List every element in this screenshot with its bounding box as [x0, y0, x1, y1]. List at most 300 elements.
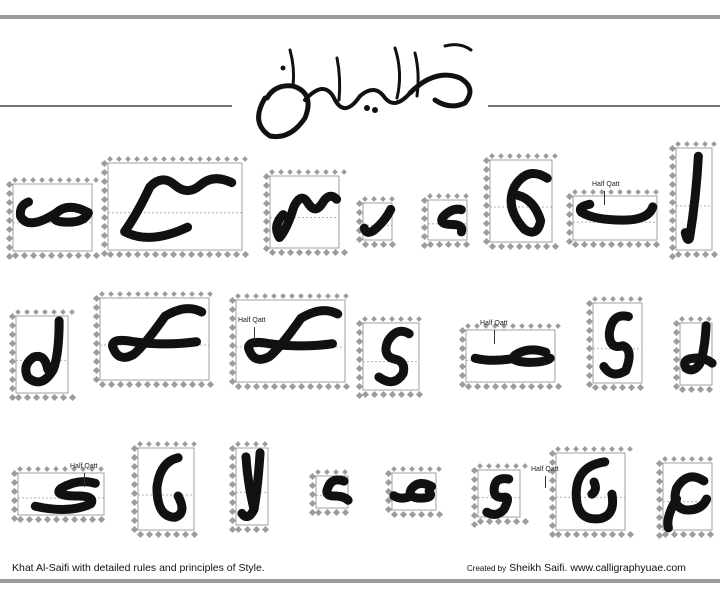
- grid-diamond: [101, 232, 108, 239]
- grid-diamond: [669, 244, 676, 251]
- grid-diamond: [98, 466, 104, 472]
- grid-diamond: [101, 196, 108, 203]
- grid-diamond: [669, 172, 676, 179]
- credit-url: www.calligraphyuae.com: [570, 562, 686, 574]
- half-qatt-label-4: Half Qatt: [70, 463, 98, 470]
- grid-diamond: [454, 193, 460, 199]
- grid-diamond: [389, 316, 395, 322]
- grid-diamond: [635, 189, 641, 195]
- grid-diamond: [549, 504, 556, 511]
- grid-diamond: [483, 166, 490, 173]
- grid-diamond: [656, 478, 663, 485]
- grid-diamond: [409, 466, 415, 472]
- grid-diamond: [242, 156, 248, 162]
- grid-diamond: [669, 154, 676, 161]
- letter-stroke: [379, 331, 409, 381]
- grid-diamond: [590, 189, 596, 195]
- grid-diamond: [356, 200, 363, 207]
- grid-diamond: [669, 217, 676, 224]
- grid-diamond: [679, 386, 686, 393]
- grid-diamond: [235, 383, 242, 390]
- letter-stroke: [20, 202, 88, 223]
- grid-diamond: [608, 241, 615, 248]
- grid-diamond: [198, 381, 205, 388]
- grid-diamond: [224, 251, 231, 258]
- grid-diamond: [471, 485, 478, 492]
- grid-diamond: [152, 156, 158, 162]
- grid-diamond: [84, 177, 90, 183]
- grid-diamond: [39, 177, 45, 183]
- grid-diamond: [421, 242, 428, 249]
- grid-diamond: [656, 496, 663, 503]
- grid-diamond: [684, 251, 691, 258]
- letter-dal: [420, 192, 475, 250]
- letter-qaf: [355, 315, 427, 400]
- grid-diamond: [546, 323, 552, 329]
- grid-diamond: [280, 293, 286, 299]
- grid-diamond: [180, 381, 187, 388]
- grid-diamond: [459, 363, 466, 370]
- grid-diamond: [498, 153, 504, 159]
- letter-stroke: [604, 316, 629, 374]
- grid-diamond: [409, 511, 416, 518]
- grid-diamond: [309, 491, 316, 498]
- grid-diamond: [170, 156, 176, 162]
- grid-diamond: [684, 141, 690, 147]
- grid-diamond: [600, 531, 607, 538]
- grid-diamond: [609, 531, 616, 538]
- grid-diamond: [60, 309, 66, 315]
- grid-diamond: [280, 383, 287, 390]
- grid-diamond: [242, 251, 249, 258]
- grid-diamond: [93, 313, 100, 320]
- grid-diamond: [315, 469, 321, 475]
- grid-diamond: [463, 241, 470, 248]
- grid-diamond: [356, 320, 363, 327]
- grid-diamond: [161, 251, 168, 258]
- grid-diamond: [307, 383, 314, 390]
- grid-diamond: [534, 243, 541, 250]
- grid-diamond: [197, 251, 204, 258]
- grid-diamond: [262, 293, 268, 299]
- grid-diamond: [627, 531, 634, 538]
- grid-diamond: [418, 466, 424, 472]
- grid-diamond: [546, 383, 553, 390]
- grid-diamond: [99, 381, 106, 388]
- grid-diamond: [680, 531, 687, 538]
- grid-diamond: [263, 200, 270, 207]
- grid-diamond: [6, 244, 13, 251]
- grid-diamond: [459, 372, 466, 379]
- grid-diamond: [229, 351, 236, 358]
- grid-diamond: [332, 249, 339, 256]
- grid-diamond: [679, 316, 685, 322]
- grid-diamond: [454, 241, 461, 248]
- grid-diamond: [107, 156, 113, 162]
- letter-saad: [5, 176, 100, 261]
- grid-diamond: [101, 250, 108, 257]
- grid-diamond: [471, 467, 478, 474]
- grid-diamond: [271, 383, 278, 390]
- grid-diamond: [11, 506, 18, 513]
- grid-diamond: [189, 381, 196, 388]
- grid-diamond: [278, 249, 285, 256]
- grid-diamond: [564, 531, 571, 538]
- grid-diamond: [609, 446, 615, 452]
- grid-diamond: [483, 220, 490, 227]
- grid-diamond: [465, 323, 471, 329]
- letter-stroke: [442, 209, 462, 232]
- grid-diamond: [171, 291, 177, 297]
- grid-diamond: [155, 441, 161, 447]
- grid-diamond: [48, 252, 55, 259]
- grid-diamond: [33, 309, 39, 315]
- grid-diamond: [62, 516, 69, 523]
- grid-diamond: [501, 383, 508, 390]
- grid-diamond: [244, 383, 251, 390]
- grid-diamond: [42, 394, 49, 401]
- grid-diamond: [207, 381, 214, 388]
- grid-diamond: [356, 338, 363, 345]
- grid-diamond: [137, 441, 143, 447]
- grid-diamond: [179, 251, 186, 258]
- grid-diamond: [380, 241, 387, 248]
- grid-diamond: [9, 340, 16, 347]
- grid-diamond: [507, 243, 514, 250]
- grid-diamond: [486, 518, 493, 525]
- grid-diamond: [93, 177, 99, 183]
- grid-diamond: [206, 156, 212, 162]
- grid-diamond: [341, 249, 348, 256]
- grid-diamond: [459, 381, 466, 388]
- grid-diamond: [101, 178, 108, 185]
- grid-diamond: [101, 160, 108, 167]
- grid-diamond: [707, 531, 714, 538]
- grid-diamond: [566, 211, 573, 218]
- grid-diamond: [573, 531, 580, 538]
- grid-diamond: [131, 526, 138, 533]
- grid-diamond: [483, 157, 490, 164]
- bottom-rule: [0, 579, 720, 583]
- grid-diamond: [693, 141, 699, 147]
- grid-diamond: [253, 441, 259, 447]
- grid-diamond: [421, 206, 428, 213]
- grid-diamond: [309, 500, 316, 507]
- letter-figure: [100, 155, 250, 260]
- grid-diamond: [385, 506, 392, 513]
- grid-diamond: [706, 386, 713, 393]
- grid-diamond: [471, 512, 478, 519]
- grid-diamond: [610, 296, 616, 302]
- grid-diamond: [537, 323, 543, 329]
- grid-diamond: [566, 220, 573, 227]
- grid-diamond: [421, 197, 428, 204]
- half-qatt-arrow-1: [604, 191, 605, 205]
- grid-diamond: [11, 479, 18, 486]
- grid-diamond: [483, 383, 490, 390]
- grid-diamond: [80, 516, 87, 523]
- letter-gaf: [92, 290, 217, 390]
- grid-diamond: [131, 517, 138, 524]
- grid-diamond: [316, 383, 323, 390]
- grid-diamond: [131, 508, 138, 515]
- grid-diamond: [6, 217, 13, 224]
- grid-diamond: [71, 516, 78, 523]
- grid-diamond: [314, 169, 320, 175]
- grid-diamond: [278, 169, 284, 175]
- grid-diamond: [48, 177, 54, 183]
- grid-diamond: [62, 466, 68, 472]
- grid-diamond: [628, 384, 635, 391]
- grid-diamond: [618, 446, 624, 452]
- grid-diamond: [586, 345, 593, 352]
- grid-diamond: [599, 241, 606, 248]
- grid-diamond: [407, 316, 413, 322]
- grid-diamond: [57, 252, 64, 259]
- grid-diamond: [244, 441, 250, 447]
- grid-diamond: [180, 291, 186, 297]
- grid-diamond: [673, 383, 680, 390]
- grid-diamond: [522, 463, 528, 469]
- grid-diamond: [135, 291, 141, 297]
- letter-stroke: [364, 209, 390, 232]
- grid-diamond: [591, 446, 597, 452]
- grid-diamond: [116, 251, 123, 258]
- title-calligraphy-logo: [245, 38, 480, 143]
- grid-diamond: [289, 383, 296, 390]
- grid-diamond: [309, 473, 316, 480]
- grid-diamond: [702, 141, 708, 147]
- grid-diamond: [93, 349, 100, 356]
- grid-diamond: [436, 511, 443, 518]
- grid-diamond: [39, 252, 46, 259]
- grid-diamond: [601, 296, 607, 302]
- grid-diamond: [669, 235, 676, 242]
- grid-diamond: [162, 381, 169, 388]
- grid-diamond: [586, 318, 593, 325]
- grid-diamond: [101, 187, 108, 194]
- grid-diamond: [173, 531, 180, 538]
- grid-diamond: [262, 383, 269, 390]
- letter-figure: [262, 168, 347, 258]
- letter-figure: [470, 462, 528, 527]
- grid-diamond: [474, 383, 481, 390]
- grid-diamond: [356, 365, 363, 372]
- grid-diamond: [525, 243, 532, 250]
- grid-diamond: [93, 322, 100, 329]
- grid-diamond: [229, 324, 236, 331]
- letter-jeem: [482, 152, 560, 252]
- grid-diamond: [673, 374, 680, 381]
- grid-diamond: [263, 191, 270, 198]
- letter-figure: [672, 315, 720, 395]
- letter-ta: [672, 315, 720, 395]
- grid-diamond: [711, 141, 717, 147]
- grid-diamond: [555, 383, 562, 390]
- grid-diamond: [170, 251, 177, 258]
- grid-diamond: [477, 463, 483, 469]
- grid-diamond: [483, 175, 490, 182]
- grid-diamond: [164, 441, 170, 447]
- grid-diamond: [566, 229, 573, 236]
- grid-diamond: [617, 189, 623, 195]
- grid-diamond: [637, 296, 643, 302]
- grid-diamond: [35, 466, 41, 472]
- grid-diamond: [233, 251, 240, 258]
- grid-diamond: [153, 291, 159, 297]
- grid-diamond: [549, 450, 556, 457]
- letter-sheen: [100, 155, 250, 260]
- grid-diamond: [11, 470, 18, 477]
- grid-diamond: [656, 469, 663, 476]
- grid-diamond: [26, 516, 33, 523]
- letter-figure: [355, 195, 400, 250]
- grid-diamond: [263, 209, 270, 216]
- grid-diamond: [229, 315, 236, 322]
- grid-diamond: [697, 386, 704, 393]
- letter-stroke: [685, 326, 712, 370]
- grid-diamond: [628, 296, 634, 302]
- letter-stroke: [685, 156, 698, 239]
- grid-diamond: [229, 306, 236, 313]
- grid-diamond: [325, 383, 332, 390]
- grid-diamond: [235, 293, 241, 299]
- grid-diamond: [549, 477, 556, 484]
- grid-diamond: [389, 196, 395, 202]
- grid-diamond: [673, 320, 680, 327]
- grid-diamond: [407, 391, 414, 398]
- grid-diamond: [566, 238, 573, 245]
- letter-figure: [10, 465, 112, 525]
- footer-description: Khat Al-Saifi with detailed rules and principles of Style.: [12, 562, 265, 574]
- grid-diamond: [323, 169, 329, 175]
- grid-diamond: [21, 177, 27, 183]
- grid-diamond: [371, 316, 377, 322]
- grid-diamond: [427, 511, 434, 518]
- grid-diamond: [688, 386, 695, 393]
- letter-kaf: [228, 292, 353, 392]
- grid-diamond: [459, 327, 466, 334]
- grid-diamond: [582, 531, 589, 538]
- grid-diamond: [356, 218, 363, 225]
- half-qatt-label-1: Half Qatt: [592, 181, 620, 188]
- grid-diamond: [314, 249, 321, 256]
- grid-diamond: [263, 218, 270, 225]
- grid-diamond: [30, 252, 37, 259]
- grid-diamond: [619, 296, 625, 302]
- grid-diamond: [581, 241, 588, 248]
- grid-diamond: [44, 466, 50, 472]
- grid-diamond: [131, 463, 138, 470]
- grid-diamond: [362, 316, 368, 322]
- grid-diamond: [489, 153, 495, 159]
- grid-diamond: [513, 518, 520, 525]
- grid-diamond: [9, 367, 16, 374]
- grid-diamond: [131, 481, 138, 488]
- letter-meem: [655, 455, 720, 540]
- grid-diamond: [144, 381, 151, 388]
- grid-diamond: [229, 342, 236, 349]
- grid-diamond: [324, 509, 331, 516]
- grid-diamond: [555, 531, 562, 538]
- grid-diamond: [235, 526, 242, 533]
- grid-diamond: [618, 531, 625, 538]
- grid-diamond: [371, 241, 378, 248]
- grid-diamond: [296, 249, 303, 256]
- grid-diamond: [689, 456, 695, 462]
- grid-diamond: [673, 365, 680, 372]
- grid-diamond: [307, 293, 313, 299]
- grid-diamond: [669, 226, 676, 233]
- letter-figure: [482, 152, 560, 252]
- grid-diamond: [162, 291, 168, 297]
- grid-diamond: [332, 169, 338, 175]
- grid-diamond: [662, 456, 668, 462]
- grid-diamond: [108, 381, 115, 388]
- letter-figure: [8, 308, 76, 403]
- grid-diamond: [6, 208, 13, 215]
- grid-diamond: [125, 251, 132, 258]
- grid-diamond: [269, 249, 276, 256]
- grid-diamond: [146, 441, 152, 447]
- letter-seen: [262, 168, 347, 258]
- grid-diamond: [707, 456, 713, 462]
- grid-diamond: [380, 316, 386, 322]
- grid-diamond: [385, 470, 392, 477]
- grid-diamond: [549, 459, 556, 466]
- grid-diamond: [600, 446, 606, 452]
- grid-diamond: [653, 189, 659, 195]
- letter-figure: [308, 468, 356, 518]
- grid-diamond: [566, 202, 573, 209]
- half-qatt-label-2: Half Qatt: [238, 317, 266, 324]
- letter-noon: [548, 445, 633, 540]
- grid-diamond: [12, 177, 18, 183]
- letter-stroke: [277, 196, 337, 237]
- grid-diamond: [135, 381, 142, 388]
- grid-diamond: [323, 249, 330, 256]
- grid-diamond: [356, 329, 363, 336]
- grid-diamond: [229, 454, 236, 461]
- grid-diamond: [418, 511, 425, 518]
- grid-diamond: [610, 384, 617, 391]
- letter-waw: [470, 462, 528, 527]
- grid-diamond: [586, 309, 593, 316]
- grid-diamond: [619, 384, 626, 391]
- grid-diamond: [586, 372, 593, 379]
- grid-diamond: [9, 385, 16, 392]
- grid-diamond: [182, 531, 189, 538]
- grid-diamond: [229, 378, 236, 385]
- letter-stroke: [394, 483, 432, 498]
- grid-diamond: [391, 466, 397, 472]
- grid-diamond: [356, 236, 363, 243]
- grid-diamond: [188, 156, 194, 162]
- grid-diamond: [9, 358, 16, 365]
- grid-diamond: [495, 463, 501, 469]
- grid-diamond: [60, 394, 67, 401]
- grid-diamond: [549, 513, 556, 520]
- letter-ain-medial: [308, 468, 356, 518]
- grid-diamond: [6, 190, 13, 197]
- grid-diamond: [229, 445, 236, 452]
- credit-author: Sheikh Saifi.: [509, 562, 568, 574]
- grid-diamond: [471, 476, 478, 483]
- grid-diamond: [564, 446, 570, 452]
- grid-diamond: [101, 214, 108, 221]
- grid-diamond: [617, 241, 624, 248]
- grid-diamond: [698, 531, 705, 538]
